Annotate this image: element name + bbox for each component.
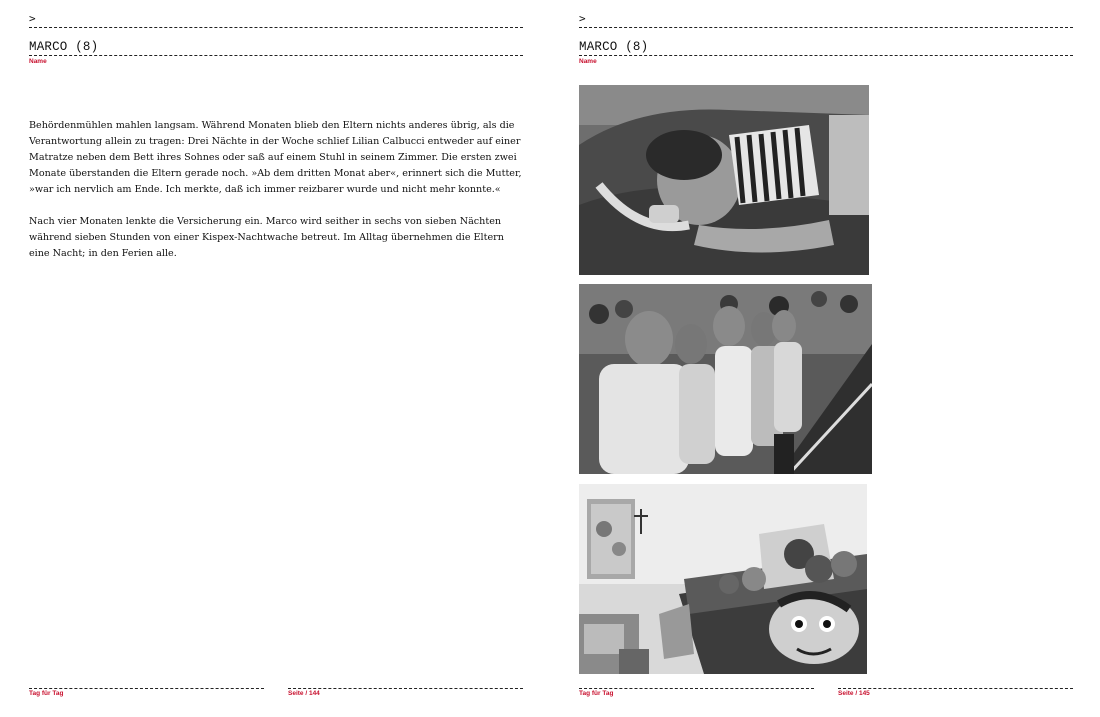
- divider-line: [29, 27, 523, 28]
- photo-children-cheering: [579, 284, 872, 474]
- page-number: Seite / 144: [288, 690, 320, 697]
- name-label: Name: [29, 58, 47, 65]
- paragraph: Nach vier Monaten lenkte die Versicherung ein. Marco wird seither in sechs von sieben Nächten während sieben Stunden von einer Kispex-Nachtwache betreut. Im Alltag übernehmen die Eltern eine Nacht; in den Ferien alle.: [29, 216, 504, 259]
- article-body: [29, 118, 524, 278]
- right-page: [550, 0, 1100, 717]
- name-underline: [579, 55, 1073, 56]
- page-title: MARCO (8): [579, 40, 651, 54]
- footer-divider: [579, 688, 814, 689]
- footer-section-label: Tag für Tag: [29, 690, 64, 697]
- photo-sleeping-boy: [579, 85, 869, 275]
- footer-section-label: Tag für Tag: [579, 690, 614, 697]
- name-label: Name: [579, 58, 597, 65]
- paragraph: Behördenmühlen mahlen langsam. Während Monaten blieb den Eltern nichts anderes übrig, als die Verantwortung allein zu tragen: Drei Nächte in der Woche schlief Lilian Calbucci entweder auf einer Matratze neben dem Bett ihres Sohnes oder saß auf einem Stuhl in seinem Zimmer. Die ersten zwei Monate überstanden die Eltern gerade noch. »Ab dem dritten Monat aber«, erinnert sich die Mutter, »war ich nervlich am Ende. Ich merkte, daß ich immer reizbarer wurde und nicht mehr konnte.«: [29, 120, 522, 195]
- footer-divider: [29, 688, 264, 689]
- arrow-marker: >: [579, 12, 586, 25]
- name-underline: [29, 55, 523, 56]
- photo-bedroom-plush-toys: [579, 484, 867, 674]
- page-title: MARCO (8): [29, 40, 101, 54]
- arrow-marker: >: [29, 12, 36, 25]
- divider-line: [579, 27, 1073, 28]
- page-number: Seite / 145: [838, 690, 870, 697]
- footer-divider: [838, 688, 1073, 689]
- footer-divider: [288, 688, 523, 689]
